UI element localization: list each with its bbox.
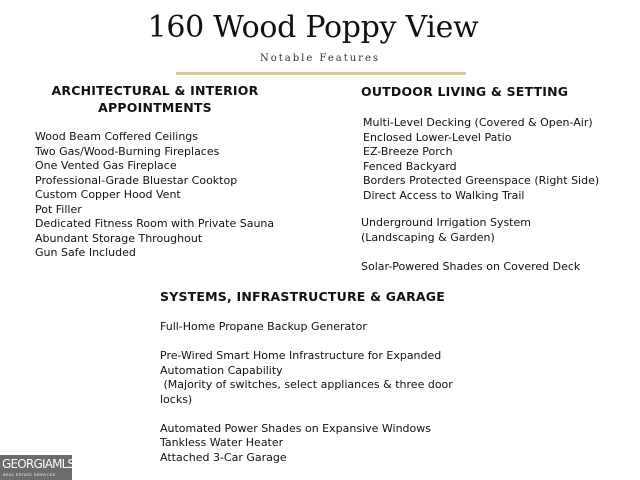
list-item: Dedicated Fitness Room with Private Sauna <box>35 217 275 230</box>
smart-home-line4: locks) <box>160 392 193 406</box>
list-item: Tankless Water Heater <box>160 436 284 449</box>
list-item: Abundant Storage Throughout <box>35 231 203 245</box>
page-title: 160 Wood Poppy View <box>147 10 479 45</box>
irrigation-line1: Underground Irrigation System <box>361 216 531 229</box>
architectural-heading <box>0 82 310 116</box>
list-item: Professional-Grade Bluestar Cooktop <box>35 173 238 187</box>
list-item: Pot Filler <box>35 202 82 216</box>
outdoor-heading: OUTDOOR LIVING & SETTING <box>361 84 569 99</box>
logo-tagline: REAL ESTATE SERVICES <box>3 472 56 477</box>
solar-shades-item: Solar-Powered Shades on Covered Deck <box>361 259 581 273</box>
list-item: Two Gas/Wood-Burning Fireplaces <box>35 144 220 158</box>
architectural-heading-line2: APPOINTMENTS <box>98 100 212 115</box>
list-item: Multi-Level Decking (Covered & Open-Air) <box>363 116 593 129</box>
systems-list <box>160 320 453 465</box>
page-subtitle: Notable Features <box>259 53 380 64</box>
list-item: EZ-Breeze Porch <box>363 145 453 158</box>
list-item: Wood Beam Coffered Ceilings <box>35 130 199 143</box>
list-item: Custom Copper Hood Vent <box>35 188 181 201</box>
list-item: Enclosed Lower-Level Patio <box>363 130 512 144</box>
outdoor-list <box>363 116 599 203</box>
smart-home-line3: (Majority of switches, select appliances & three door <box>160 378 453 391</box>
irrigation-line2: (Landscaping & Garden) <box>361 230 495 244</box>
title-divider <box>176 72 466 75</box>
logo-wordmark: GEORGIAMLS <box>2 457 75 471</box>
smart-home-line1: Pre-Wired Smart Home Infrastructure for Expanded <box>160 349 442 362</box>
list-item: Gun Safe Included <box>35 246 136 259</box>
list-item: Borders Protected Greenspace (Right Side) <box>363 174 600 187</box>
architectural-heading-line1: ARCHITECTURAL & INTERIOR <box>51 83 259 98</box>
architectural-list <box>35 130 274 261</box>
smart-home-line2: Automation Capability <box>160 363 283 377</box>
list-item: Fenced Backyard <box>363 159 457 173</box>
list-item: Automated Power Shades on Expansive Windows <box>160 421 431 435</box>
outdoor-extra-list <box>361 216 580 274</box>
list-item: Attached 3-Car Garage <box>160 450 287 464</box>
list-item: Direct Access to Walking Trail <box>363 188 525 202</box>
systems-heading: SYSTEMS, INFRASTRUCTURE & GARAGE <box>160 289 445 304</box>
georgia-mls-logo <box>0 455 75 480</box>
list-item: One Vented Gas Fireplace <box>35 159 177 172</box>
generator-item: Full-Home Propane Backup Generator <box>160 320 367 333</box>
